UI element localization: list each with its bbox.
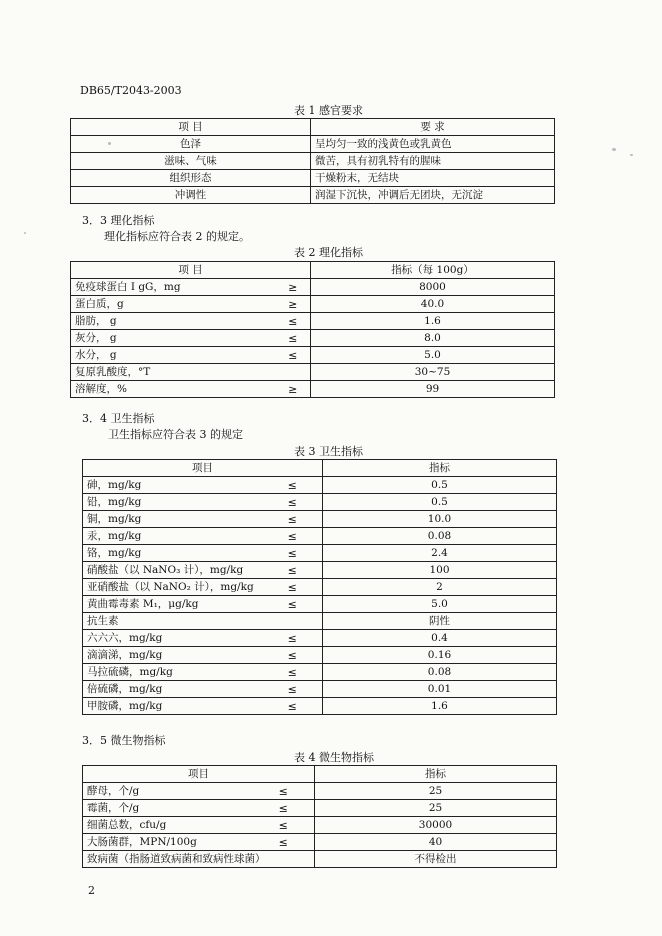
table-cell-value: 40 (315, 834, 557, 851)
table-row (71, 313, 555, 330)
table-row (71, 330, 555, 347)
table-cell-value: 0.4 (323, 630, 557, 647)
table-cell-comparator: ≤ (263, 579, 323, 596)
table-cell-item: 细菌总数，cfu/g (83, 817, 253, 834)
table4-caption: 表 4 微生物指标 (294, 751, 374, 764)
table-row (83, 596, 557, 613)
table-header-row (83, 766, 557, 783)
table-row (83, 613, 557, 630)
table-cell-item: 色泽 (71, 136, 311, 153)
table3-hygiene (82, 459, 557, 715)
table-row (83, 783, 557, 800)
table-cell-value: 25 (315, 783, 557, 800)
table-row (83, 664, 557, 681)
table-cell-item: 蛋白质，g (71, 296, 276, 313)
table-cell-value: 10.0 (323, 511, 557, 528)
section-3-5-heading: 3．5 微生物指标 (82, 734, 166, 747)
table-cell-item: 砷，mg/kg (83, 477, 263, 494)
table-cell-requirement: 微苦，具有初乳特有的腥味 (311, 153, 555, 170)
table-cell-comparator: ≤ (263, 528, 323, 545)
table-row (83, 834, 557, 851)
table-cell-comparator: ≥ (276, 296, 311, 313)
table-row (71, 279, 555, 296)
table-cell-comparator: ≤ (253, 800, 315, 817)
table-cell-comparator: ≤ (263, 494, 323, 511)
table-cell-value: 不得检出 (315, 851, 557, 868)
table-header-cell: 指标 (323, 460, 557, 477)
table-cell-item: 黄曲霉毒素 M₁，μg/kg (83, 596, 263, 613)
table-row (83, 511, 557, 528)
table-cell-comparator: ≤ (263, 596, 323, 613)
table-cell-comparator: ≤ (263, 545, 323, 562)
section-3-4-heading: 3．4 卫生指标 (82, 412, 155, 425)
table-row (83, 817, 557, 834)
table-header-cell: 项目 (83, 766, 315, 783)
table-cell-comparator: ≤ (253, 817, 315, 834)
table-cell-item: 滴滴涕，mg/kg (83, 647, 263, 664)
table-row (83, 579, 557, 596)
table-cell-value: 0.08 (323, 528, 557, 545)
table-cell-comparator: ≤ (263, 647, 323, 664)
table-cell-value: 30000 (315, 817, 557, 834)
table-row (83, 681, 557, 698)
table2-physicochemical (70, 261, 555, 398)
table-cell-value: 1.6 (323, 698, 557, 715)
table-row (83, 647, 557, 664)
table-cell-value: 1.6 (311, 313, 555, 330)
table-cell-item: 铬，mg/kg (83, 545, 263, 562)
table-row (71, 187, 555, 204)
table-cell-value: 0.16 (323, 647, 557, 664)
table-cell-item: 亚硝酸盐（以 NaNO₂ 计），mg/kg (83, 579, 263, 596)
table-row (83, 630, 557, 647)
table-cell-value: 0.08 (323, 664, 557, 681)
table-cell-item: 六六六，mg/kg (83, 630, 263, 647)
table-cell-value: 8000 (311, 279, 555, 296)
table-header-row (71, 262, 555, 279)
table-cell-value: 5.0 (323, 596, 557, 613)
table-row (83, 698, 557, 715)
table-cell-item: 甲胺磷，mg/kg (83, 698, 263, 715)
table-header-cell: 指标（每 100g） (311, 262, 555, 279)
document-code: DB65/T2043-2003 (80, 84, 182, 97)
table-cell-item: 酵母，个/g (83, 783, 253, 800)
table-cell-comparator: ≤ (253, 834, 315, 851)
table-cell-comparator: ≥ (276, 279, 311, 296)
table-cell-item: 脂肪， g (71, 313, 276, 330)
table-row (83, 494, 557, 511)
table-cell-value: 阴性 (323, 613, 557, 630)
table-cell-item: 马拉硫磷，mg/kg (83, 664, 263, 681)
table2-caption: 表 2 理化指标 (294, 246, 363, 259)
table-cell-comparator: ≤ (263, 477, 323, 494)
table-cell-value: 99 (311, 381, 555, 398)
table-cell-item: 汞，mg/kg (83, 528, 263, 545)
table-header-cell: 要 求 (311, 119, 555, 136)
table-cell-value: 5.0 (311, 347, 555, 364)
table-row (71, 170, 555, 187)
table-cell-value: 25 (315, 800, 557, 817)
table-row (83, 528, 557, 545)
table-cell-item: 滋味、气味 (71, 153, 311, 170)
table-cell-comparator: ≤ (263, 681, 323, 698)
table-cell-value: 100 (323, 562, 557, 579)
scan-speck (612, 148, 616, 151)
table-cell-value: 30~75 (311, 364, 555, 381)
table-cell-comparator: ≤ (276, 313, 311, 330)
table-cell-comparator: ≤ (263, 664, 323, 681)
table-header-cell: 指标 (315, 766, 557, 783)
table-cell-item: 溶解度，% (71, 381, 276, 398)
table-cell-item: 复原乳酸度，°T (71, 364, 311, 381)
table-cell-item: 致病菌（指肠道致病菌和致病性球菌） (83, 851, 315, 868)
table-cell-comparator: ≤ (263, 630, 323, 647)
scan-speck (630, 154, 633, 156)
table-cell-item: 铅，mg/kg (83, 494, 263, 511)
table-cell-item: 冲调性 (71, 187, 311, 204)
table-row (71, 296, 555, 313)
table-cell-item: 大肠菌群，MPN/100g (83, 834, 253, 851)
table-header-row (71, 119, 555, 136)
section-3-3-intro: 理化指标应符合表 2 的规定。 (104, 230, 250, 243)
table-cell-comparator: ≤ (253, 783, 315, 800)
table-row (83, 800, 557, 817)
table-row (71, 136, 555, 153)
page-number: 2 (88, 884, 95, 897)
table-cell-item: 硝酸盐（以 NaNO₃ 计），mg/kg (83, 562, 263, 579)
scan-speck (24, 232, 26, 234)
table-row (71, 364, 555, 381)
table-cell-item: 灰分， g (71, 330, 276, 347)
table-header-cell: 项 目 (71, 119, 311, 136)
table-cell-item: 铜，mg/kg (83, 511, 263, 528)
section-3-3-heading: 3．3 理化指标 (82, 214, 155, 227)
table-row (83, 851, 557, 868)
table-cell-comparator: ≤ (276, 330, 311, 347)
table-cell-value: 0.01 (323, 681, 557, 698)
table-header-cell: 项目 (83, 460, 323, 477)
table-cell-comparator: ≤ (263, 698, 323, 715)
table-cell-item: 组织形态 (71, 170, 311, 187)
section-3-4-intro: 卫生指标应符合表 3 的规定 (108, 428, 243, 441)
table-cell-value: 40.0 (311, 296, 555, 313)
table1-sensory (70, 118, 555, 204)
table-row (71, 347, 555, 364)
table-cell-comparator: ≤ (263, 511, 323, 528)
table-cell-value: 2.4 (323, 545, 557, 562)
table-cell-item: 抗生素 (83, 613, 323, 630)
table-row (83, 545, 557, 562)
table-cell-requirement: 呈均匀一致的浅黄色或乳黄色 (311, 136, 555, 153)
table-cell-requirement: 润湿下沉快，冲调后无团块，无沉淀 (311, 187, 555, 204)
table-cell-value: 0.5 (323, 477, 557, 494)
table-cell-value: 2 (323, 579, 557, 596)
table3-caption: 表 3 卫生指标 (294, 445, 363, 458)
table-cell-item: 倍硫磷，mg/kg (83, 681, 263, 698)
table-cell-value: 0.5 (323, 494, 557, 511)
table-cell-comparator: ≤ (276, 347, 311, 364)
table-cell-item: 免疫球蛋白 I gG，mg (71, 279, 276, 296)
table-row (83, 477, 557, 494)
table4-microbiological (82, 765, 557, 868)
table-cell-value: 8.0 (311, 330, 555, 347)
scan-speck (108, 142, 111, 145)
table-cell-comparator: ≥ (276, 381, 311, 398)
table-cell-comparator: ≤ (263, 562, 323, 579)
table-header-cell: 项 目 (71, 262, 311, 279)
table-cell-requirement: 干燥粉末，无结块 (311, 170, 555, 187)
table-row (83, 562, 557, 579)
table-row (71, 381, 555, 398)
table-cell-item: 霉菌，个/g (83, 800, 253, 817)
table-header-row (83, 460, 557, 477)
table1-caption: 表 1 感官要求 (294, 104, 363, 117)
table-cell-item: 水分， g (71, 347, 276, 364)
table-row (71, 153, 555, 170)
